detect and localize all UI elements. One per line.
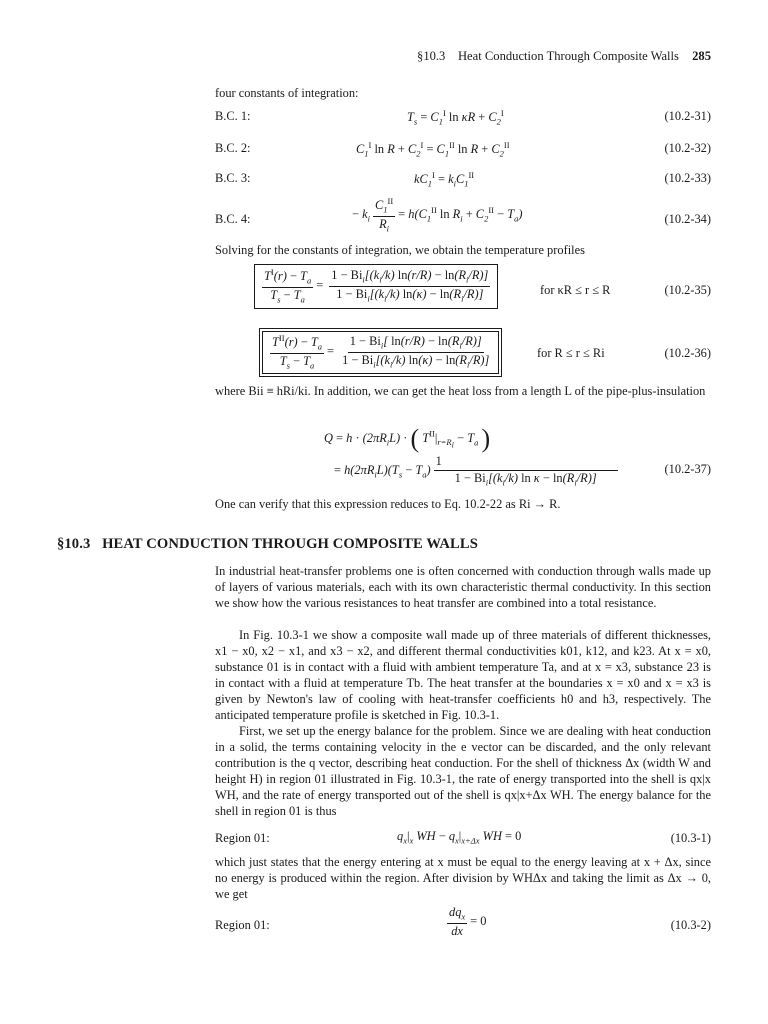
- bc2-label: B.C. 2:: [215, 141, 251, 155]
- bc1-label: B.C. 1:: [215, 109, 251, 123]
- running-head-title: Heat Conduction Through Composite Walls: [457, 49, 679, 63]
- heatloss-number: (10.2-37): [664, 462, 711, 476]
- paragraph-4: which just states that the energy entering at x must be equal to the energy leaving at x + Δx, since no energy is produced within the region. After division by WHΔx and taking the limit as Δx → 0, we get: [215, 855, 711, 901]
- where-paragraph: where Bii ≡ hRi/ki. In addition, we can get the heat loss from a length L of the pipe-plus-insulation: [215, 384, 706, 398]
- profile1-number: (10.2-35): [664, 283, 711, 297]
- region-eq2-number: (10.3-2): [670, 918, 711, 932]
- region-eq1-number: (10.3-1): [670, 831, 711, 845]
- bc2-equation: $C_1^I$ $\ln R + C_2^I = C_1^{II}$ $\ln R + C_2^{II}$: [356, 140, 510, 159]
- region-eq2-equation: $\frac{dq_x}{dx}$ = 0: [449, 905, 487, 938]
- bc1-number: (10.2-31): [664, 109, 711, 123]
- heatloss-line2: = $h(2\pi R_iL)(T_s - T_a)$ $\frac{1}{1 - Bi_i[(k_i/k) \ln \kappa - \ln(R_i/R)]}$: [334, 455, 621, 487]
- bc4-equation: − $k_i$ $\frac{C_1^{II}}{R_i}$ = $h(C_1^{II}$ $\ln R_i + C_2^{II} - T_a$): [352, 196, 523, 234]
- profile1-equation: $\frac{T^I(r) - T_a}{T_s - T_a}$ = $\frac{1 - Bi_i[(k_i/k) \ln(r/R) - \ln(R_i/R)]}{1 - Bi_i[(k_i/k) \ln(\kappa) - \ln(R_i/R)]}$: [254, 264, 498, 309]
- solving-text: Solving for the constants of integration, we obtain the temperature profiles: [215, 243, 585, 257]
- bc1-equation: $T_s = C_1^I$ $\ln \kappa R + C_2^I$: [407, 108, 504, 127]
- profile2-number: (10.2-36): [664, 346, 711, 360]
- profile2-equation: $\frac{T^{II}(r) - T_a}{T_s - T_a}$ = $\frac{1 - Bi_i[ \ln(r/R) - \ln(R_i/R)]}{1 - Bi_i[(k_i/k) \ln(\kappa) - \ln(R_i/R)]}$: [262, 331, 499, 374]
- bc4-number: (10.2-34): [664, 212, 711, 226]
- paragraph-2: In Fig. 10.3-1 we show a composite wall made up of three materials of different thicknesses, x1 − x0, x2 − x1, and x3 − x2, and different thermal conductivities k01, k12, and k23. At x = x0, substance 01 is in contact with a fluid with ambient temperature Ta, and at x = x3, substance 23 is in contact with a fluid at temperature Tb. The heat transfer at the boundaries x = x0 and x = x3 is given by Newton's law of cooling with heat-transfer coefficients h0 and h3, respectively. The anticipated temperature profile is sketched in Fig. 10.3-1.: [215, 628, 711, 722]
- verify-text: One can verify that this expression reduces to Eq. 10.2-22 as Ri → R.: [215, 497, 561, 511]
- paragraph-3: First, we set up the energy balance for the problem. Since we are dealing with heat conduction in a solid, the terms containing velocity in the e vector can be discarded, and the only relevant contribution is the q vector, describing heat conduction. For the shell of thickness Δx (width W and height H) in region 01 illustrated in Fig. 10.3-1, the rate of energy transported into the shell is qx|x WH, and the rate of energy transported out of the shell is qx|x+Δx WH. The energy balance for the shell in region 01 is thus: [215, 724, 711, 818]
- bc3-number: (10.2-33): [664, 171, 711, 185]
- profile2-condition: for R ≤ r ≤ Ri: [537, 346, 605, 360]
- section-title: HEAT CONDUCTION THROUGH COMPOSITE WALLS: [102, 536, 478, 552]
- section-number: §10.3: [57, 536, 91, 552]
- intro-line: four constants of integration:: [215, 86, 359, 100]
- running-head: [0, 49, 711, 64]
- running-head-section: §10.3: [417, 49, 446, 63]
- section-heading: [57, 536, 478, 553]
- page-number: 285: [692, 49, 711, 63]
- bc3-label: B.C. 3:: [215, 171, 251, 185]
- profile1-condition: for κR ≤ r ≤ R: [540, 283, 611, 297]
- bc4-label: B.C. 4:: [215, 212, 251, 226]
- paragraph-1: In industrial heat-transfer problems one is often concerned with conduction through walls made up of layers of various materials, each with its own characteristic thermal conductivity. In this section we show how the various resistances to heat transfer are combined into a total resistance.: [215, 564, 711, 610]
- region-eq1-label: Region 01:: [215, 831, 270, 845]
- bc3-equation: $kC_1^I = k_iC_1^{II}$: [414, 170, 475, 189]
- region-eq2-label: Region 01:: [215, 918, 270, 932]
- heatloss-line1: $Q = h \cdot (2\pi R_iL)$ · ( $T^{II}|_{r=R_i} - T_a$ ): [324, 424, 491, 453]
- bc2-number: (10.2-32): [664, 141, 711, 155]
- region-eq1-equation: $q_x|_x$ WH − $q_x|_{x+\Delta x}$ WH = 0: [397, 829, 522, 846]
